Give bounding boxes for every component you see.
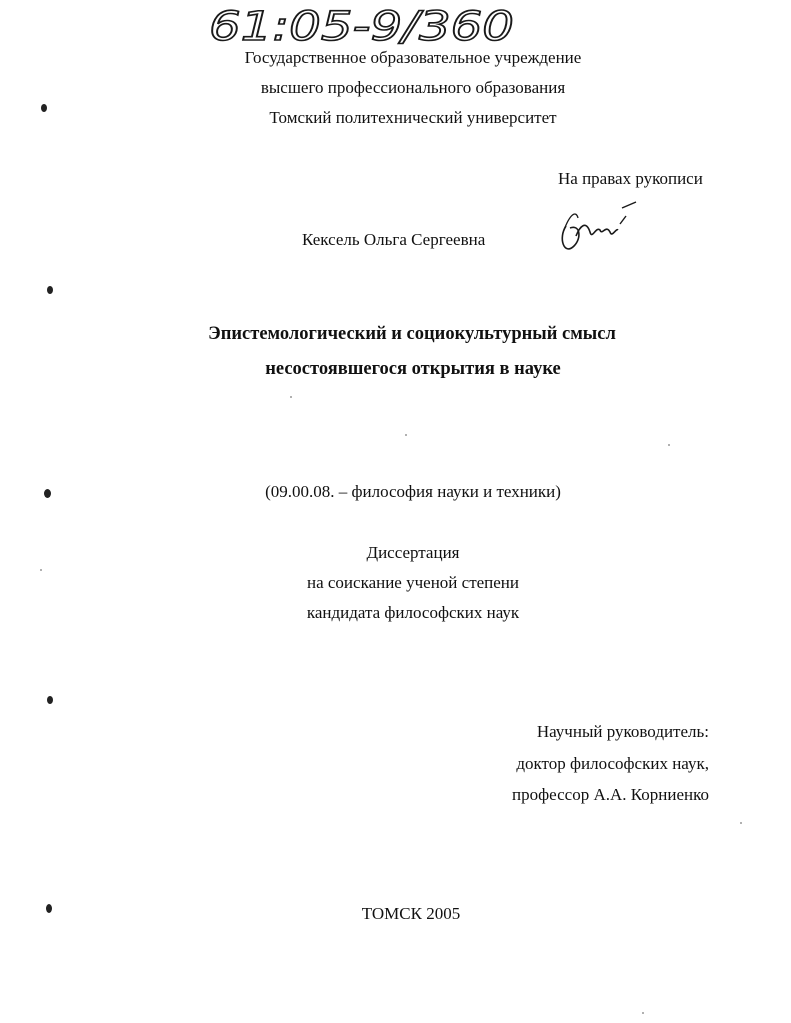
scan-mark (47, 696, 53, 704)
scan-mark (47, 286, 53, 294)
institution-line-1: Государственное образовательное учреждение (244, 48, 582, 67)
scan-speck (668, 444, 670, 446)
dissertation-title-line-1: Эпистемологический и социокультурный смысл (208, 324, 616, 344)
author-name: Кексель Ольга Сергеевна (302, 230, 486, 249)
scan-speck (642, 1012, 644, 1014)
degree-line-1: Диссертация (366, 543, 460, 562)
supervisor-label: Научный руководитель: (536, 722, 709, 741)
manuscript-rights-note: На правах рукописи (558, 169, 703, 188)
svg-text:Ole: Ole (556, 196, 558, 197)
scan-speck (405, 434, 407, 436)
scan-speck (290, 396, 292, 398)
handwritten-archive-number (205, 2, 525, 48)
scan-speck (740, 822, 742, 824)
supervisor-degree: доктор философских наук, (516, 754, 709, 773)
scan-mark (46, 904, 52, 913)
specialty-code: (09.00.08. – философия науки и техники) (265, 482, 561, 501)
degree-line-3: кандидата философских наук (306, 603, 520, 622)
institution-line-3: Томский политехнический университет (269, 108, 557, 127)
supervisor-name: профессор А.А. Корниенко (512, 785, 709, 804)
scan-mark (44, 489, 51, 498)
scan-speck (40, 569, 42, 571)
institution-line-2: высшего профессионального образования (260, 78, 566, 97)
svg-text:61:05-9/360: 61:05-9/360 (209, 4, 514, 48)
dissertation-title-line-2: несостоявшегося открытия в науке (265, 359, 561, 379)
city-year: ТОМСК 2005 (361, 904, 461, 923)
degree-line-2: на соискание ученой степени (306, 573, 520, 592)
author-signature (556, 196, 646, 260)
scan-mark (41, 104, 47, 112)
